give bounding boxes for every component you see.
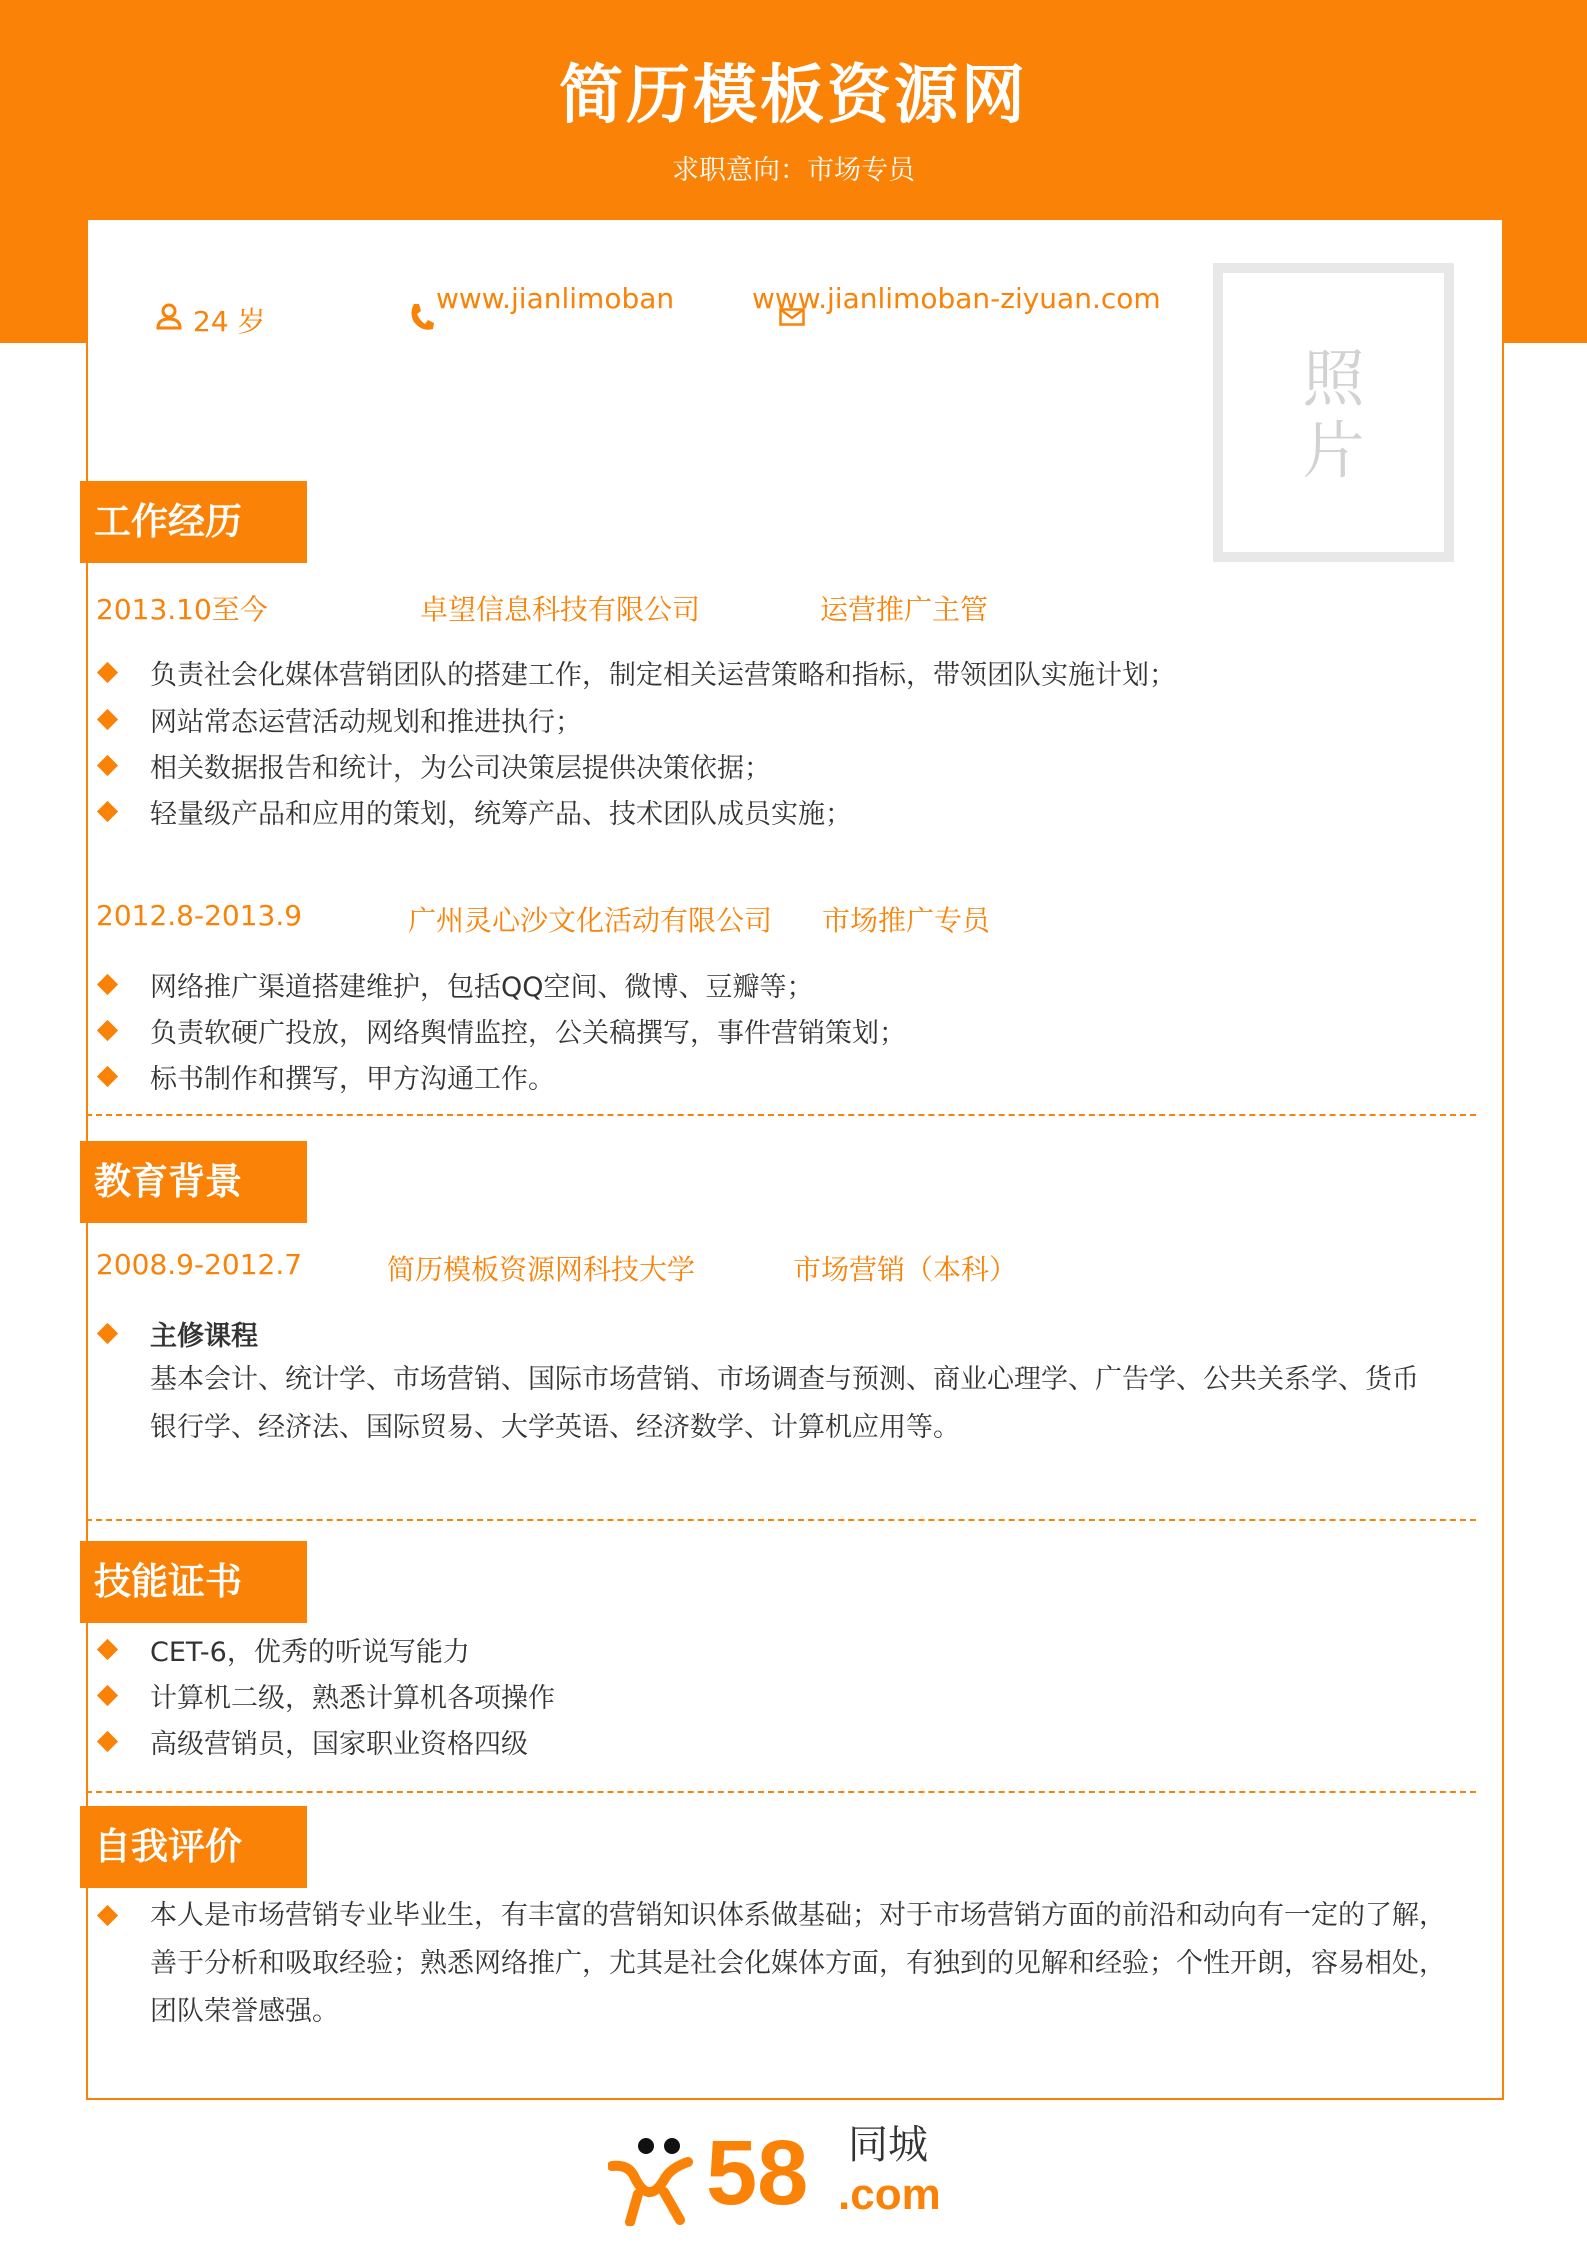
person-icon	[155, 302, 183, 330]
smiley-mascot-icon	[608, 2136, 698, 2226]
skill-item: 计算机二级，熟悉计算机各项操作	[100, 1676, 555, 1715]
diamond-bullet-icon	[97, 662, 118, 683]
mail-icon	[779, 308, 805, 326]
diamond-bullet-icon	[97, 1020, 118, 1041]
section-title-self: 自我评价	[80, 1806, 307, 1888]
course-list: 基本会计、统计学、市场营销、国际市场营销、市场调查与预测、商业心理学、广告学、公共关系学、货币 银行学、经济法、国际贸易、大学英语、经济数学、计算机应用等。	[150, 1364, 1419, 1443]
phone-icon	[408, 302, 434, 332]
diamond-bullet-icon	[97, 709, 118, 730]
age-text: 24 岁	[193, 305, 266, 338]
edu-major: 市场营销（本科）	[793, 1253, 1018, 1286]
edu-period: 2008.9-2012.7	[96, 1248, 303, 1281]
age-info	[155, 300, 266, 340]
section-divider	[86, 1114, 1476, 1116]
section-divider	[86, 1519, 1476, 1521]
job1-duty: 负责社会化媒体营销团队的搭建工作，制定相关运营策略和指标，带领团队实施计划；	[100, 653, 1176, 692]
job-intent: 求职意向：市场专员	[672, 155, 915, 186]
job1-period: 2013.10至今	[96, 593, 268, 626]
section-title-skills: 技能证书	[80, 1541, 307, 1623]
diamond-bullet-icon	[97, 801, 118, 822]
diamond-bullet-icon	[97, 1639, 118, 1660]
job1-position: 运营推广主管	[820, 593, 989, 626]
job2-duty: 标书制作和撰写，甲方沟通工作。	[100, 1057, 555, 1096]
job1-company: 卓望信息科技有限公司	[420, 593, 701, 626]
diamond-bullet-icon	[97, 1066, 118, 1087]
skill-item: 高级营销员，国家职业资格四级	[100, 1722, 528, 1761]
photo-label-1: 照	[1302, 342, 1365, 415]
diamond-bullet-icon	[97, 1731, 118, 1752]
resume-name: 简历模板资源网	[559, 59, 1028, 133]
job1-duty: 轻量级产品和应用的策划，统筹产品、技术团队成员实施；	[100, 792, 852, 831]
edu-school: 简历模板资源网科技大学	[387, 1253, 696, 1286]
job2-duty: 网络推广渠道搭建维护，包括QQ空间、微博、豆瓣等；	[100, 965, 814, 1004]
diamond-bullet-icon	[97, 755, 118, 776]
job1-duty: 网站常态运营活动规划和推进执行；	[100, 700, 582, 739]
diamond-bullet-icon	[97, 1905, 118, 1926]
skill-item: CET-6，优秀的听说写能力	[100, 1630, 470, 1669]
course-label: 主修课程	[100, 1314, 258, 1353]
email-info	[752, 282, 1161, 315]
self-evaluation: 本人是市场营销专业毕业生，有丰富的营销知识体系做基础；对于市场营销方面的前沿和动向有一定的了解， 善于分析和吸取经验；熟悉网络推广，尤其是社会化媒体方面，有独到的见解和经验；个性开朗，容易相处， 团队荣誉感强。	[150, 1900, 1446, 2027]
section-title-education: 教育背景	[80, 1141, 307, 1223]
photo-placeholder[interactable]	[1213, 263, 1454, 562]
section-divider	[86, 1791, 1476, 1793]
logo-number: 58	[706, 2122, 809, 2224]
phone-text[interactable]: www.jianlimoban	[436, 282, 675, 315]
email-text[interactable]: www.jianlimoban-ziyuan.com	[752, 282, 1161, 315]
section-title-work: 工作经历	[80, 481, 307, 563]
photo-label-2: 片	[1302, 414, 1365, 487]
logo-cn: 同城	[848, 2122, 928, 2168]
job2-period: 2012.8-2013.9	[96, 899, 303, 932]
job1-duty: 相关数据报告和统计，为公司决策层提供决策依据；	[100, 746, 771, 785]
job2-duty: 负责软硬广投放，网络舆情监控，公关稿撰写，事件营销策划；	[100, 1011, 906, 1050]
diamond-bullet-icon	[97, 1323, 118, 1344]
diamond-bullet-icon	[97, 974, 118, 995]
diamond-bullet-icon	[97, 1685, 118, 1706]
self-bullet	[100, 1908, 150, 1923]
phone-info	[408, 282, 674, 332]
58-logo[interactable]	[600, 2118, 960, 2228]
job2-company: 广州灵心沙文化活动有限公司	[408, 904, 773, 937]
logo-domain: .com	[838, 2170, 941, 2219]
job2-position: 市场推广专员	[822, 904, 991, 937]
